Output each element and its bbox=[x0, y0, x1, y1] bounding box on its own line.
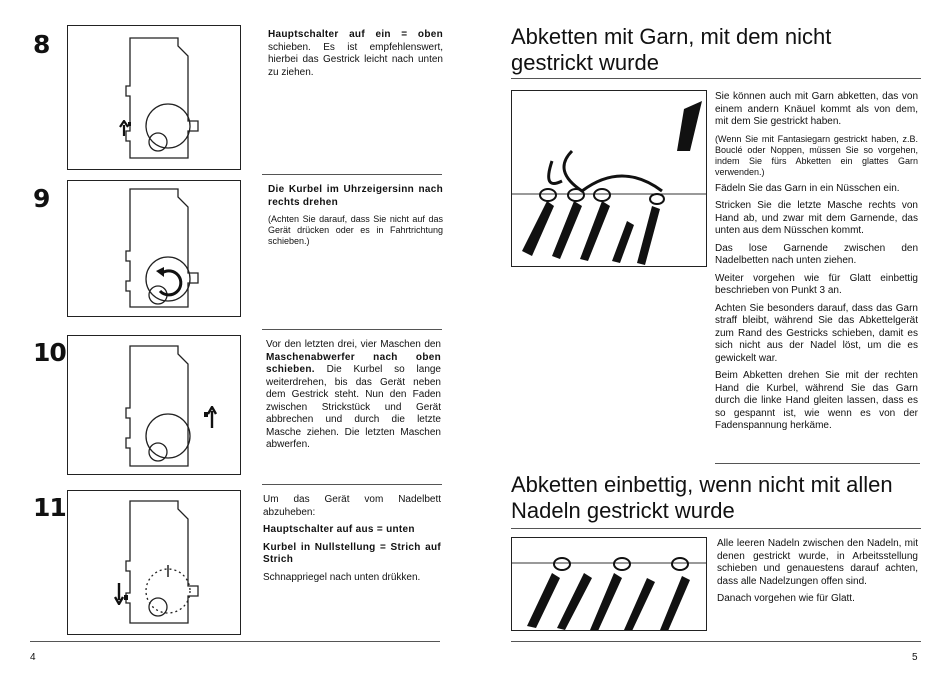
step-8-bold: Hauptschalter auf ein = oben bbox=[268, 29, 443, 40]
section-1-note: (Wenn Sie mit Fantasiegarn gestrickt haben, z.B. Bouclé oder Noppen, müssen Sie so vorgehen, indem Sie fürs Abketten ein glattes Garn verwenden.) bbox=[715, 133, 918, 177]
step-8-text bbox=[268, 29, 443, 84]
heading-rule bbox=[511, 528, 921, 529]
step-9-text bbox=[268, 184, 443, 252]
section-1-paragraph: Das lose Garnende zwischen den Nadelbetten nach unten ziehen. bbox=[715, 242, 918, 266]
step-10-illustration bbox=[67, 335, 241, 475]
section-divider bbox=[715, 463, 920, 464]
section-2-illustration bbox=[511, 537, 707, 631]
section-1-text bbox=[715, 91, 918, 438]
section-1-paragraph: Fädeln Sie das Garn in ein Nüsschen ein. bbox=[715, 182, 900, 194]
section-2-paragraph: Alle leeren Nadeln zwischen den Nadeln, mit denen gestrickt wurde, in Arbeitsstellung schieben und genauestens darauf achten, dass alle Nadelzungen offen sind. bbox=[717, 538, 918, 587]
section-2-heading: Abketten einbettig, wenn nicht mit allen Nadeln gestrickt wurde bbox=[511, 472, 893, 523]
section-1-paragraph: Beim Abketten drehen Sie mit der rechten Hand die Kurbel, während Sie das Garn durch die linke Hand gleiten lassen, dass es so gespannt ist, wie wenn es von der Fadenspannung herkäme. bbox=[715, 370, 918, 431]
arrow-up-icon bbox=[204, 406, 218, 428]
page-bottom-rule bbox=[511, 641, 921, 642]
step-11-illustration bbox=[67, 490, 241, 635]
step-11-intro: Um das Gerät vom Nadelbett abzuheben: bbox=[263, 494, 441, 518]
step-11-crank: Kurbel in Nullstellung = Strich auf Strich bbox=[263, 541, 441, 565]
step-9-illustration bbox=[67, 180, 241, 317]
divider bbox=[262, 484, 442, 485]
section-1-illustration bbox=[511, 90, 707, 267]
step-11-text bbox=[263, 494, 441, 589]
section-2-paragraph: Danach vorgehen wie für Glatt. bbox=[717, 593, 855, 604]
step-8-illustration bbox=[67, 25, 241, 170]
heading-rule bbox=[511, 78, 921, 79]
step-11-latch: Schnappriegel nach unten drükken. bbox=[263, 571, 421, 583]
arrow-up-icon bbox=[119, 120, 131, 136]
divider bbox=[262, 329, 442, 330]
step-11-switch: Hauptschalter auf aus = unten bbox=[263, 524, 415, 535]
rotate-clockwise-icon bbox=[150, 263, 186, 297]
step-10-bold: Maschenabwerfer nach oben schieben. bbox=[266, 351, 441, 375]
section-1-heading: Abketten mit Garn, mit dem nicht gestrickt wurde bbox=[511, 24, 832, 75]
page-bottom-rule bbox=[30, 641, 440, 642]
step-9-bold: Die Kurbel im Uhrzeigersinn nach rechts drehen bbox=[268, 184, 443, 208]
step-10-text bbox=[266, 339, 441, 457]
step-number-10: 10 bbox=[33, 338, 66, 367]
divider bbox=[262, 174, 442, 175]
step-number-8: 8 bbox=[33, 30, 50, 59]
section-1-paragraph: Weiter vorgehen wie für Glatt einbettig beschrieben von Punkt 3 an. bbox=[715, 272, 918, 296]
section-2-text bbox=[717, 538, 918, 611]
section-1-paragraph: Achten Sie besonders darauf, dass das Garn straff bleibt, während Sie das Abkettelgerät zum Rand des Gestricks schieben, damit es sich nicht aus der Nadel löst, um die es gewickelt war. bbox=[715, 302, 918, 364]
step-number-9: 9 bbox=[33, 184, 50, 213]
section-1-paragraph: Sie können auch mit Garn abketten, das von einem andern Knäuel kommt als von dem, mit dem Sie gestrickt haben. bbox=[715, 91, 918, 127]
step-10-intro: Vor den letzten drei, vier Maschen den bbox=[266, 339, 441, 350]
step-10-body: Die Kurbel so lange weiterdrehen, bis das Gerät neben dem Gestrick steht. Nun den Faden zwischen Strickstück und Gerät abbrechen und durch die letzte Masche ziehen. Die letzten Maschen abwerfen. bbox=[266, 364, 441, 450]
step-9-note: (Achten Sie darauf, dass Sie nicht auf das Gerät drücken oder es in Fahrtrichtung schieben.) bbox=[268, 214, 443, 246]
step-8-body: schieben. Es ist empfehlenswert, hierbei das Gestrick leicht nach unten zu ziehen. bbox=[268, 41, 443, 78]
arrow-down-icon bbox=[114, 583, 128, 605]
page-number-right: 5 bbox=[912, 652, 918, 663]
section-1-paragraph: Stricken Sie die letzte Masche rechts von Hand ab, und zwar mit dem Garnende, das unten aus dem Nüsschen kommt. bbox=[715, 200, 918, 236]
step-number-11: 11 bbox=[33, 493, 66, 522]
page-number-left: 4 bbox=[30, 652, 36, 663]
